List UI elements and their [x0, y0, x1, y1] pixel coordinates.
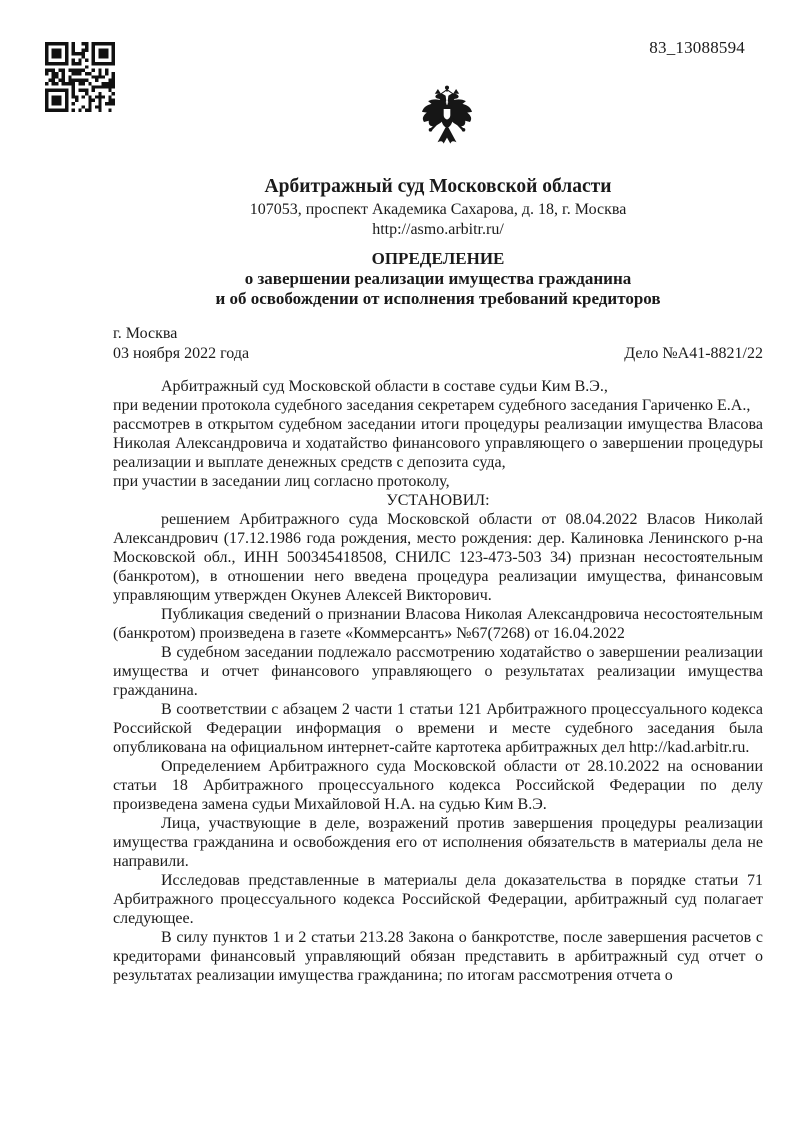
qr-code-icon	[45, 42, 115, 112]
body-paragraph: В судебном заседании подлежало рассмотрению ходатайство о завершении реализации имущества и отчет финансового управляющего о результатах реализации имущества гражданина.	[113, 644, 763, 699]
document-content	[113, 0, 763, 985]
date-case-row	[113, 344, 763, 364]
case-number: Дело №А41-8821/22	[624, 345, 763, 362]
court-address: 107053, проспект Академика Сахарова, д. 18, г. Москва	[249, 201, 627, 218]
preamble-paragraph: при ведении протокола судебного заседания секретарем судебного заседания Гариченко Е.А.,	[113, 397, 751, 414]
place-line: г. Москва	[113, 325, 178, 342]
body-paragraph: В соответствии с абзацем 2 части 1 статьи 121 Арбитражного процессуального кодекса Российской Федерации информация о времени и месте судебного заседания была опубликована на официальном интернет-сайте картотека арбитражных дел http://kad.arbitr.ru.	[113, 701, 763, 756]
body-paragraph: Публикация сведений о признании Власова Николая Александровича несостоятельным (банкротом) произведена в газете «Коммерсантъ» №67(7268) от 16.04.2022	[113, 606, 763, 642]
preamble-paragraph: Арбитражный суд Московской области в составе судьи Ким В.Э.,	[161, 378, 608, 395]
document-code: 83_13088594	[649, 38, 745, 57]
court-website: http://asmo.arbitr.ru/	[372, 221, 504, 238]
document-type-title: ОПРЕДЕЛЕНИЕ	[371, 249, 505, 268]
court-name: Арбитражный суд Московской области	[264, 176, 612, 197]
established-heading: УСТАНОВИЛ:	[386, 492, 490, 509]
body-paragraph: Определением Арбитражного суда Московской области от 28.10.2022 на основании статьи 18 Арбитражного процессуального кодекса Российской Федерации по делу произведена замена судьи Михайловой Н.А. на судью Ким В.Э.	[113, 758, 763, 813]
document-body	[113, 377, 763, 985]
preamble-paragraph: рассмотрев в открытом судебном заседании итоги процедуры реализации имущества Власова Николая Александровича и ходатайство финансового управляющего о завершении процедуры реализации и выплате денежных средств с депозита суда,	[113, 416, 763, 471]
preamble-paragraph: при участии в заседании лиц согласно протоколу,	[113, 473, 450, 490]
body-paragraph: Исследовав представленные в материалы дела доказательства в порядке статьи 71 Арбитражного процессуального кодекса Российской Федерации, арбитражный суд полагает следующее.	[113, 872, 763, 927]
body-paragraph: Лица, участвующие в деле, возражений против завершения процедуры реализации имущества гражданина и освобождения его от исполнения обязательств в материалы дела не направили.	[113, 815, 763, 870]
body-paragraph: решением Арбитражного суда Московской области от 08.04.2022 Власов Николай Александрович (17.12.1986 года рождения, место рождения: дер. Калиновка Ленинского р-на Московской обл., ИНН 500345418508, СНИЛС 123-473-503 34) признан несостоятельным (банкротом), в отношении него введена процедура реализации имущества, финансовым управляющим утвержден Окунев Алексей Викторович.	[113, 511, 763, 604]
document-subtitle-line2: и об освобождении от исполнения требований кредиторов	[215, 289, 661, 308]
document-subtitle-line1: о завершении реализации имущества гражданина	[244, 269, 632, 288]
date-line: 03 ноября 2022 года	[113, 345, 250, 362]
body-paragraph: В силу пунктов 1 и 2 статьи 213.28 Закона о банкротстве, после завершения расчетов с кредиторами финансовый управляющий обязан представить в арбитражный суд отчет о результатах реализации имущества гражданина; по итогам рассмотрения отчета о	[113, 929, 763, 984]
qr-code-svg	[45, 42, 115, 112]
